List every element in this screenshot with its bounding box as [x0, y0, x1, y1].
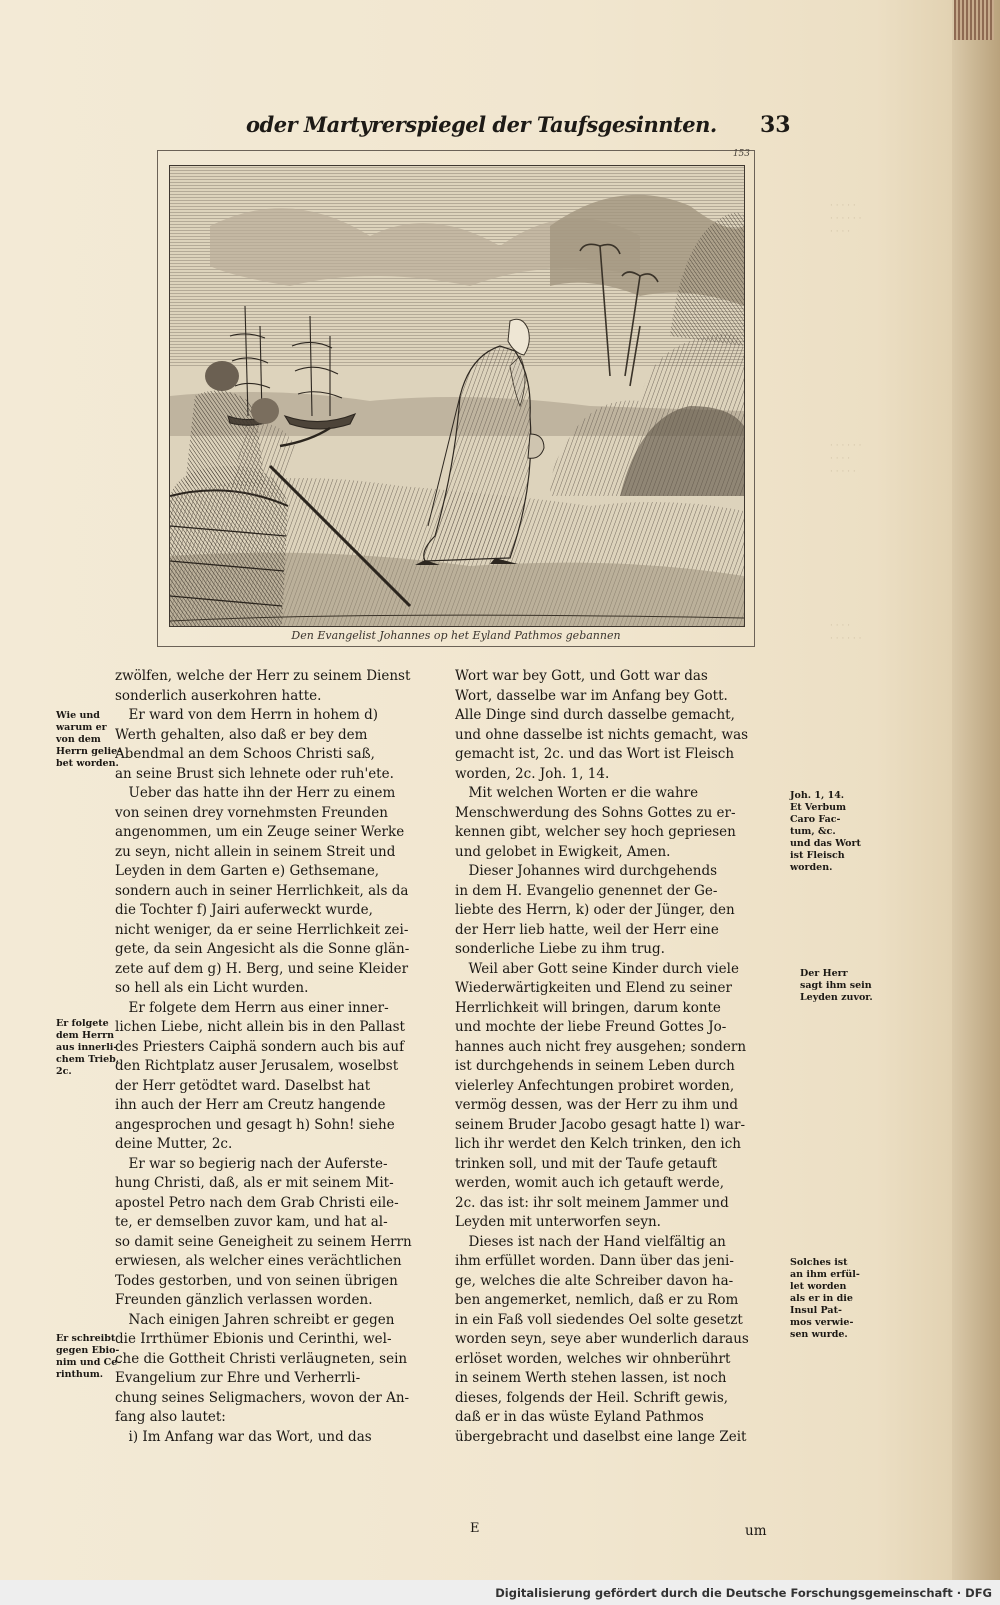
text-line: Herrlichkeit will bringen, darum konte — [455, 999, 721, 1016]
margin-note — [800, 968, 873, 1004]
text-line: Weil aber Gott seine Kinder durch viele — [455, 960, 739, 977]
text-line: Todes gestorben, und von seinen übrigen — [115, 1272, 398, 1289]
margin-note-line: ist Fleisch — [790, 850, 845, 861]
text-line: trinken soll, und mit der Taufe getauft — [455, 1155, 718, 1172]
text-line: apostel Petro nach dem Grab Christi eile- — [115, 1194, 399, 1211]
margin-note-line: sen wurde. — [790, 1329, 848, 1340]
margin-note-line: von dem — [56, 734, 101, 745]
catchword: um — [745, 1523, 767, 1539]
signature-mark: E — [470, 1521, 480, 1536]
text-line: Leyden in dem Garten e) Gethsemane, — [115, 863, 380, 879]
text-line: ben angemerket, nemlich, daß er zu Rom — [455, 1292, 739, 1308]
text-line: der Herr getödtet ward. Daselbst hat — [115, 1077, 371, 1094]
text-line: sonderlich auserkohren hatte. — [115, 687, 322, 704]
text-line: übergebracht und daselbst eine lange Zeit — [455, 1428, 747, 1445]
text-line: vielerley Anfechtungen probiret worden, — [455, 1077, 735, 1094]
text-line: hannes auch nicht frey ausgehen; sondern — [455, 1038, 747, 1055]
margin-note-line: gegen Ebio- — [56, 1345, 120, 1356]
engraving-illustration — [170, 166, 744, 626]
text-line: che die Gottheit Christi verläugneten, sein — [115, 1350, 408, 1367]
running-title: oder Martyrerspiegel der Taufsgesinnten. — [246, 112, 717, 137]
margin-note-line: Der Herr — [800, 968, 848, 979]
text-line: lich ihr werdet den Kelch trinken, den ich — [455, 1136, 742, 1152]
margin-note-line: Insul Pat- — [790, 1305, 842, 1316]
margin-note-line: warum er — [56, 722, 107, 733]
text-line: die Tochter f) Jairi auferweckt wurde, — [115, 902, 373, 918]
left-text-column — [115, 667, 434, 1447]
margin-note-line: Solches ist — [790, 1257, 848, 1268]
text-line: Wort war bey Gott, und Gott war das — [455, 668, 708, 684]
text-line: ihn auch der Herr am Creutz hangende — [115, 1097, 386, 1113]
text-line: Wiederwärtigkeiten und Elend zu seiner — [455, 980, 732, 996]
text-line: Dieser Johannes wird durchgehends — [455, 863, 718, 879]
text-line: Wort, dasselbe war im Anfang bey Gott. — [455, 687, 728, 704]
funding-note: Digitalisierung gefördert durch die Deutsche Forschungsgemeinschaft · DFG — [495, 1586, 992, 1600]
text-line: werden, womit auch ich getauft werde, — [455, 1175, 725, 1191]
text-line: so damit seine Geneigheit zu seinem Herrn — [115, 1233, 412, 1250]
text-line: chung seines Seligmachers, wovon der An- — [115, 1389, 410, 1406]
margin-note-line: Herrn gelie- — [56, 746, 122, 757]
text-line: seinem Bruder Jacobo gesagt hatte l) war- — [455, 1116, 745, 1133]
text-line: ist durchgehends in seinem Leben durch — [455, 1058, 735, 1074]
margin-note-line: let worden — [790, 1281, 847, 1292]
text-line: Menschwerdung des Sohns Gottes zu er- — [455, 804, 736, 821]
margin-note — [56, 1018, 119, 1078]
digitization-footer — [0, 1580, 1000, 1605]
text-line: Ueber das hatte ihn der Herr zu einem — [115, 785, 396, 801]
margin-note-line: chem Trieb, — [56, 1054, 120, 1065]
margin-note-line: Et Verbum — [790, 802, 847, 813]
text-line: so hell als ein Licht wurden. — [115, 980, 309, 996]
text-line: deine Mutter, 2c. — [115, 1136, 233, 1152]
margin-note-line: als er in die — [790, 1293, 853, 1304]
text-line: in dem H. Evangelio genennet der Ge- — [455, 882, 718, 899]
text-line: kennen gibt, welcher sey hoch gepriesen — [455, 824, 736, 840]
bleed-through: · · · · · · · · · · — [830, 621, 862, 644]
margin-note-line: und das Wort — [790, 838, 861, 849]
margin-note-line: Wie und — [56, 710, 100, 721]
text-line: und gelobet in Ewigkeit, Amen. — [455, 843, 671, 860]
text-line: Freunden gänzlich verlassen worden. — [115, 1292, 373, 1308]
text-line: ge, welches die alte Schreiber davon ha- — [455, 1272, 734, 1289]
text-line: erwiesen, als welcher eines verächtlichen — [115, 1253, 402, 1269]
margin-note-line: an ihm erfül- — [790, 1269, 860, 1280]
bleed-through: · · · · · · · · · · · · · · · — [830, 201, 862, 237]
engraving-image — [169, 165, 745, 627]
text-line: Er folgete dem Herrn aus einer inner- — [115, 999, 389, 1016]
margin-note-line: 2c. — [56, 1066, 72, 1077]
margin-note-line: dem Herrn — [56, 1030, 114, 1041]
text-line: in seinem Werth stehen lassen, ist noch — [455, 1370, 727, 1386]
text-line: vermög dessen, was der Herr zu ihm und — [455, 1097, 739, 1113]
text-line: gete, da sein Angesicht als die Sonne glän- — [115, 941, 410, 957]
margin-note-line: sagt ihm sein — [800, 980, 872, 991]
margin-note-line: aus innerli- — [56, 1042, 118, 1053]
text-line: worden seyn, seye aber wunderlich daraus — [455, 1331, 749, 1347]
text-line: gemacht ist, 2c. und das Wort ist Fleisch — [455, 746, 735, 762]
text-line: den Richtplatz auser Jerusalem, woselbst — [115, 1058, 399, 1074]
text-line: zu seyn, nicht allein in seinem Streit und — [115, 843, 396, 860]
text-line: Alle Dinge sind durch dasselbe gemacht, — [455, 707, 735, 723]
margin-note-line: bet worden. — [56, 758, 119, 769]
margin-note-line: Er folgete — [56, 1018, 109, 1029]
margin-note-line: tum, &c. — [790, 826, 836, 837]
text-line: zete auf dem g) H. Berg, und seine Kleider — [115, 960, 409, 977]
text-line: nicht weniger, da er seine Herrlichkeit zei- — [115, 921, 409, 938]
text-line: lichen Liebe, nicht allein bis in den Pallast — [115, 1019, 405, 1035]
text-line: zwölfen, welche der Herr zu seinem Dienst — [115, 668, 411, 684]
text-line: und mochte der liebe Freund Gottes Jo- — [455, 1019, 727, 1035]
text-line: sonderliche Liebe zu ihm trug. — [455, 941, 665, 957]
text-line: Er war so begierig nach der Auferste- — [115, 1155, 388, 1172]
margin-note-line: Leyden zuvor. — [800, 992, 873, 1003]
text-line: des Priesters Caiphä sondern auch bis auf — [115, 1038, 405, 1055]
margin-note-line: Caro Fac- — [790, 814, 841, 825]
text-line: sondern auch in seiner Herrlichkeit, als da — [115, 882, 409, 899]
text-line: erlöset worden, welches wir ohnberührt — [455, 1350, 731, 1367]
text-line: Mit welchen Worten er die wahre — [455, 785, 699, 801]
text-line: an seine Brust sich lehnete oder ruh'ete. — [115, 765, 394, 782]
margin-note-line: Er schreibt — [56, 1333, 116, 1344]
text-line: die Irrthümer Ebionis und Cerinthi, wel- — [115, 1331, 392, 1347]
text-line: der Herr lieb hatte, weil der Herr eine — [455, 921, 719, 938]
text-line: fang also lautet: — [115, 1409, 226, 1425]
text-line: te, er demselben zuvor kam, und hat al- — [115, 1214, 388, 1230]
text-line: und ohne dasselbe ist nichts gemacht, was — [455, 726, 749, 743]
margin-note — [56, 1333, 121, 1381]
margin-note — [790, 1257, 860, 1341]
text-line: von seinen drey vornehmsten Freunden — [115, 804, 388, 821]
text-line: worden, 2c. Joh. 1, 14. — [455, 765, 610, 782]
text-line: ihm erfüllet worden. Dann über das jeni- — [455, 1253, 734, 1269]
text-line: Leyden mit unterworfen seyn. — [455, 1214, 661, 1230]
page-number: 33 — [760, 112, 791, 138]
right-text-column — [455, 667, 785, 1447]
margin-note-line: nim und Ce- — [56, 1357, 122, 1368]
margin-note — [790, 790, 861, 874]
text-line: 2c. das ist: ihr solt meinem Jammer und — [455, 1194, 729, 1211]
margin-note-line: mos verwie- — [790, 1317, 854, 1328]
text-line: Er ward von dem Herrn in hohem d) — [115, 707, 379, 723]
text-line: angesprochen und gesagt h) Sohn! siehe — [115, 1116, 395, 1133]
text-line: i) Im Anfang war das Wort, und das — [115, 1428, 372, 1445]
text-line: liebte des Herrn, k) oder der Jünger, den — [455, 902, 735, 918]
text-line: daß er in das wüste Eyland Pathmos — [455, 1409, 704, 1425]
margin-note — [56, 710, 121, 770]
text-line: dieses, folgends der Heil. Schrift gewis, — [455, 1389, 729, 1406]
page-edge-stack — [954, 0, 994, 40]
plate-number: 153 — [732, 149, 750, 159]
text-line: hung Christi, daß, als er mit seinem Mit- — [115, 1175, 394, 1191]
bleed-through: · · · · · · · · · · · · · · · — [830, 441, 862, 477]
engraving-plate — [157, 150, 755, 647]
plate-caption: Den Evangelist Johannes op het Eyland Pathmos gebannen — [291, 629, 621, 642]
margin-note-line: worden. — [790, 862, 833, 873]
text-line: angenommen, um ein Zeuge seiner Werke — [115, 824, 405, 840]
text-line: Nach einigen Jahren schreibt er gegen — [115, 1311, 395, 1328]
text-line: in ein Faß voll siedendes Oel solte gesetzt — [455, 1311, 743, 1328]
text-line: Abendmal an dem Schoos Christi saß, — [115, 746, 375, 762]
margin-note-line: rinthum. — [56, 1369, 104, 1380]
text-line: Dieses ist nach der Hand vielfältig an — [455, 1233, 726, 1250]
text-line: Evangelium zur Ehre und Verherrli- — [115, 1370, 361, 1386]
margin-note-line: Joh. 1, 14. — [790, 790, 845, 801]
text-line: Werth gehalten, also daß er bey dem — [115, 726, 368, 743]
